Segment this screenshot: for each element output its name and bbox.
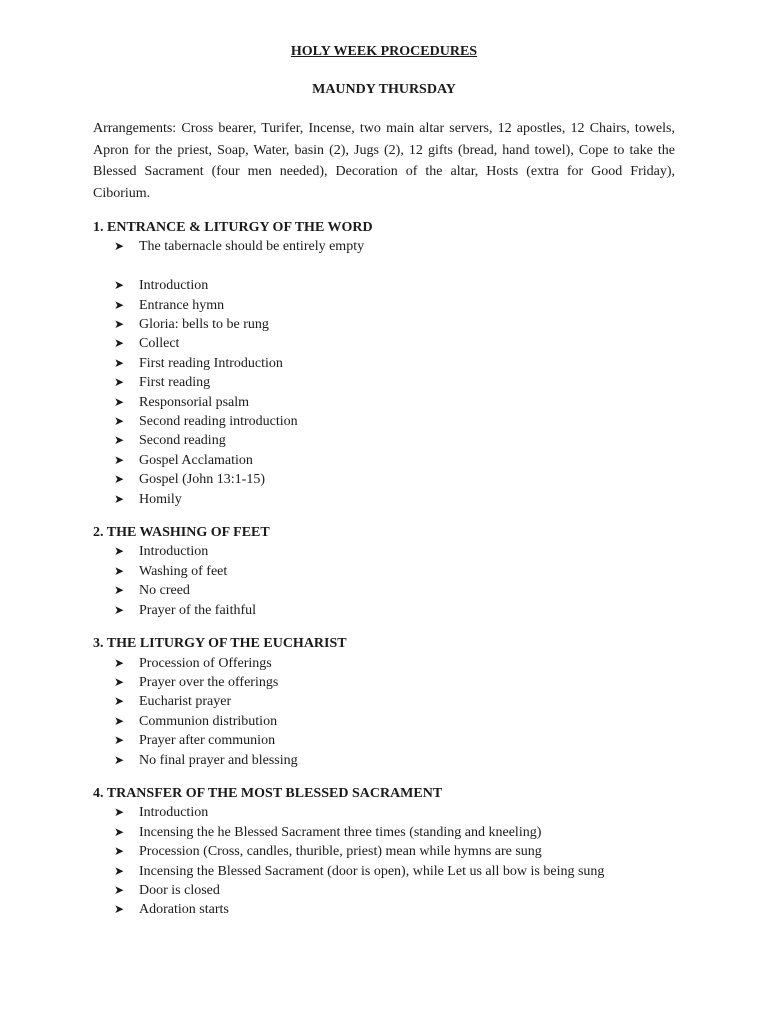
list-item: ➤ Procession (Cross, candles, thurible, priest) mean while hymns are sung <box>93 842 675 861</box>
arrangements-paragraph: Arrangements: Cross bearer, Turifer, Incense, two main altar servers, 12 apostles, 12 Chairs, towels, Apron for the priest, Soap, Water, basin (2), Jugs (2), 12 gifts (bread, hand towel), Cope to take the Blessed Sacrament (four men needed), Decoration of the altar, Hosts (extra for Good Friday), Ciborium. <box>93 121 675 201</box>
section-item-list <box>93 542 675 620</box>
list-item: ➤ Gospel (John 13:1-15) <box>93 470 675 489</box>
list-item: ➤ Second reading introduction <box>93 412 675 431</box>
section-entrance-liturgy <box>93 218 675 509</box>
list-item: ➤ Communion distribution <box>93 712 675 731</box>
arrow-bullet-icon: ➤ <box>114 752 125 767</box>
list-item: ➤ First reading <box>93 373 675 392</box>
list-item: ➤ Introduction <box>93 542 675 561</box>
arrow-bullet-icon: ➤ <box>114 674 125 689</box>
arrow-bullet-icon: ➤ <box>114 297 125 312</box>
arrow-bullet-icon: ➤ <box>114 472 125 487</box>
document-title: HOLY WEEK PROCEDURES <box>290 44 478 59</box>
arrow-bullet-icon: ➤ <box>114 239 125 254</box>
list-item: ➤ Responsorial psalm <box>93 393 675 412</box>
arrow-bullet-icon: ➤ <box>114 433 125 448</box>
list-item: ➤ Entrance hymn <box>93 296 675 315</box>
list-item: ➤ Introduction <box>93 276 675 295</box>
arrow-bullet-icon: ➤ <box>114 583 125 598</box>
section-item-list <box>93 803 675 919</box>
arrow-bullet-icon: ➤ <box>114 355 125 370</box>
list-item: ➤ Gloria: bells to be rung <box>93 315 675 334</box>
list-item: ➤ First reading Introduction <box>93 354 675 373</box>
arrow-bullet-icon: ➤ <box>114 452 125 467</box>
list-item: ➤ Procession of Offerings <box>93 654 675 673</box>
arrow-bullet-icon: ➤ <box>114 882 125 897</box>
list-item: ➤ Incensing the he Blessed Sacrament three times (standing and kneeling) <box>93 823 675 842</box>
list-item: ➤ No creed <box>93 581 675 600</box>
section-item-list <box>93 654 675 770</box>
section-transfer-blessed-sacrament <box>93 784 675 920</box>
arrow-bullet-icon: ➤ <box>114 844 125 859</box>
section-heading: 2. THE WASHING OF FEET <box>93 525 270 541</box>
list-item: ➤ The tabernacle should be entirely empty <box>93 237 675 256</box>
section-heading: 3. THE LITURGY OF THE EUCHARIST <box>93 636 347 652</box>
list-item: ➤ Prayer over the offerings <box>93 673 675 692</box>
arrow-bullet-icon: ➤ <box>114 414 125 429</box>
list-item: ➤ Adoration starts <box>93 900 675 919</box>
section-heading: 1. ENTRANCE & LITURGY OF THE WORD <box>93 220 373 235</box>
list-item: ➤ No final prayer and blessing <box>93 751 675 770</box>
list-item: ➤ Collect <box>93 334 675 353</box>
arrow-bullet-icon: ➤ <box>114 713 125 728</box>
list-item: ➤ Eucharist prayer <box>93 692 675 711</box>
arrow-bullet-icon: ➤ <box>114 805 125 820</box>
arrow-bullet-icon: ➤ <box>114 317 125 332</box>
arrow-bullet-icon: ➤ <box>114 375 125 390</box>
document-subtitle: MAUNDY THURSDAY <box>312 82 456 97</box>
arrow-bullet-icon: ➤ <box>114 863 125 878</box>
arrow-bullet-icon: ➤ <box>114 694 125 709</box>
arrow-bullet-icon: ➤ <box>114 563 125 578</box>
section-heading: 4. TRANSFER OF THE MOST BLESSED SACRAMENT <box>93 785 443 801</box>
list-item: ➤ Introduction <box>93 803 675 822</box>
arrow-bullet-icon: ➤ <box>114 336 125 351</box>
list-item: ➤ Prayer of the faithful <box>93 601 675 620</box>
section-washing-of-feet <box>93 523 675 620</box>
list-item: ➤ Second reading <box>93 431 675 450</box>
section-item-list <box>93 237 675 509</box>
arrow-bullet-icon: ➤ <box>114 733 125 748</box>
arrow-bullet-icon: ➤ <box>114 278 125 293</box>
section-liturgy-of-eucharist <box>93 634 675 770</box>
arrow-bullet-icon: ➤ <box>114 544 125 559</box>
list-item: ➤ Door is closed <box>93 881 675 900</box>
arrow-bullet-icon: ➤ <box>114 602 125 617</box>
list-item: ➤ Prayer after communion <box>93 731 675 750</box>
list-item: ➤ Homily <box>93 490 675 509</box>
arrow-bullet-icon: ➤ <box>114 491 125 506</box>
list-item: ➤ Washing of feet <box>93 562 675 581</box>
arrow-bullet-icon: ➤ <box>114 902 125 917</box>
document-page <box>93 42 675 920</box>
arrow-bullet-icon: ➤ <box>114 394 125 409</box>
list-item: ➤ Incensing the Blessed Sacrament (door is open), while Let us all bow is being sung <box>93 862 675 881</box>
arrow-bullet-icon: ➤ <box>114 655 125 670</box>
arrow-bullet-icon: ➤ <box>114 824 125 839</box>
list-item: ➤ Gospel Acclamation <box>93 451 675 470</box>
